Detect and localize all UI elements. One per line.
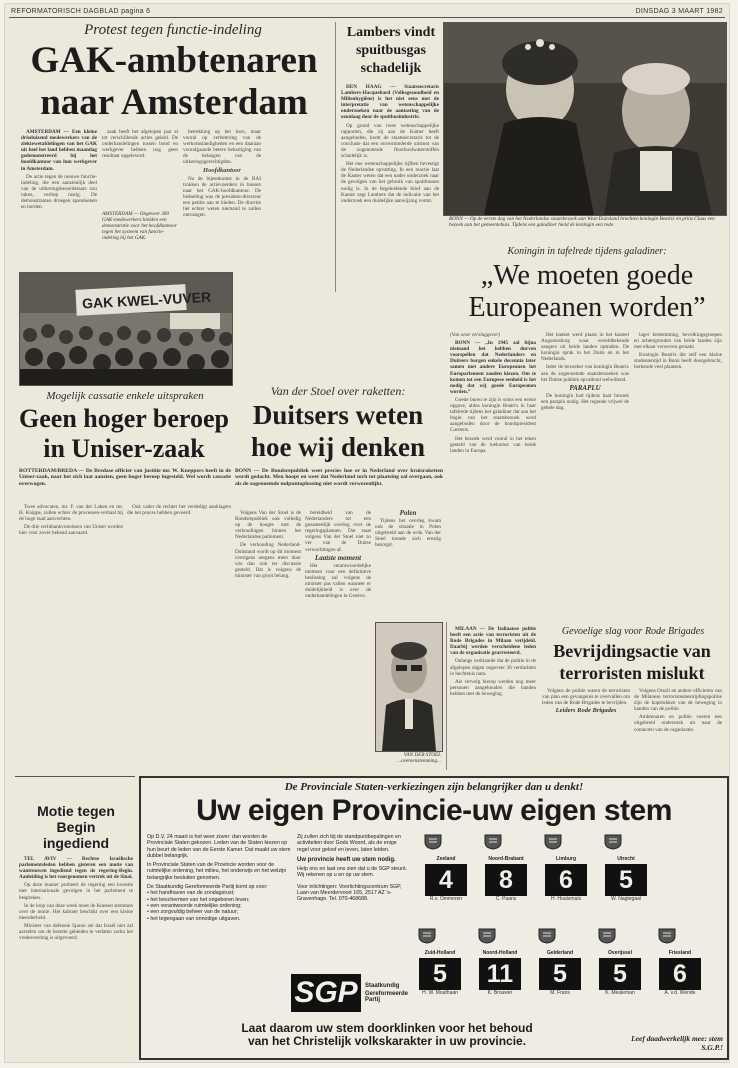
uniser-column-2 [127,504,231,746]
stoel-body-3: bereidheid van de Nederlanders tot een gezamenlijk overleg over de regeringsplannen. Dat staat volgens Van der Stoel niet zo ver van de Duitse verwachtingen af. [305,510,371,553]
milaan-rule [446,622,447,770]
ad-slogan: Leef daadwerkelijk mee: stem S.G.P.! [631,1034,723,1052]
royal-photo-caption: BONN — Op de eerste dag van het Nederlandse staatsbezoek aan West-Duitsland brachten koningin Beatrix en prins Claus een bezoek aan het gemeentehuis. Tijdens een galadiner hield de koningin een rede. [449,216,715,228]
lambers-column [341,84,439,284]
motie-rule [15,776,135,777]
stoel-kicker: Van der Stoel over raketten: [235,384,441,399]
sgp-logo-sub-1: Staatkundig [365,983,400,989]
milaan-body-2: Als vervolg hierop werden nog meer personen aangehouden die banden hebben met de beweging. [450,678,536,697]
page-header-right: DINSDAG 3 MAART 1982 [635,8,723,15]
list-number: 6 [659,958,701,990]
province-ballot [477,928,523,996]
milaan-body-1: Onlangs verklaarde dat de politie in de afgelopen dagen ongeveer 30 verdachten in hechtenis nam. [450,658,536,677]
gak-headline-2: naar Amsterdam [40,82,308,123]
province-name: Limburg [556,856,576,862]
stoel-body-2: De verhouding Nederland-Duitsland wordt op dit moment overigens nergens meer door wie dan ook ter discussie gesteld. Dat is volgens de minister van groot belang. [235,542,301,579]
gak-body-4: Na de bijeenkomst in de RAI trokken de actievoerders in bussen naar het GAK-hoofdkantoor. De bedoeling was de president-directeur een petitie aan te bieden. De directie liet echter weten niemand te zullen ontvangen. [183,175,261,219]
province-ballot [483,834,529,902]
ad-col2-p1: Zij zullen zich bij de standpuntbepalingen en activiteiten door Gods Woord, als de enige regel voor geloof en leven, laten leiden. [297,834,401,853]
ad-top-line: De Provinciale Staten-verkiezingen zijn belangrijker dan u denkt! [284,781,584,793]
list-number: 6 [545,864,587,896]
motie-headline-3: ingediend [42,835,110,851]
province-crest-icon [543,834,563,850]
ad-column-2 [297,834,409,968]
uniser-body-2: De drie rechtbankvonnissen van Uniser worden hier voor zover bekend aanvaard. [19,524,123,537]
sgp-logo-mark: SGP [291,974,361,1012]
royal-body-1: Goede buren te zijn is soms een eerste opgave, aldus koningin Beatrix in haar tafelrede tijdens het galadiner dat aan het begin van het staatsbezoek werd aangeboden door de bondspresident Carstens. [450,396,536,434]
brigades-column-2 [634,688,722,768]
stoel-body-4: Het verantwoordelijke moment voor een definitieve beslissing zal volgens de minister pas vallen wanneer er duidelijkheid is over de onderhandelingen in Genève. [305,562,371,600]
motie-body-3: Minister van defensie Sjaron zei dat Israël niet zal aarzelen om de bezette gebieden te verlaten zodra het vredesverdrag is uitgevoerd. [19,922,133,942]
province-crest-icon [417,928,437,944]
province-crest-icon [423,834,443,850]
stoel-subhead-1: Laatste moment [314,553,362,562]
stoel-photo-caption: VAN DER STOEL ...overeenstemming... [397,752,441,764]
gak-headline-1: GAK-ambtenaren [30,40,318,81]
royal-body-7: Koningin Beatrix die zelf een kleine studententijd in Bonn heeft doorgebracht, herkende veel plaatsen. [634,352,722,371]
ad-bullet: • een zorgvuldig beheer van de natuur; [147,909,239,916]
province-ballot [597,928,643,996]
province-ballot [423,834,469,902]
ad-col1-p3: De Staatkundig Gereformeerde Partij komt op voor: [147,884,268,891]
lambers-body-2: Het ene wetenschappelijke rijfben bevestigt de Nederlandse opvatting. In een reactie laat de Kamer weten dat een nader onderzoek naar de gevolgen van het gebruik van spuitbussen nodig is. In de begeleidende brief aan de Kamer zegt Lambers dat de indicatie van het onderzoek een duidelijke aanwijzing vormt. [341,161,439,204]
list-number: 5 [539,958,581,990]
brigades-subhead: Leiders Rode Brigades [555,707,617,715]
gak-photo-caption: AMSTERDAM — Ongeveer 300 GAK-medewerkers hielden een demonstratie voor het hoofdkantoor tegen het systeem van functie-indeling bij het GAK. [102,211,177,241]
royal-photo [443,22,727,216]
header-rule [9,17,725,18]
candidate-name: M. Frans [550,990,570,996]
province-ballot [657,928,703,996]
royal-column-3 [634,332,722,618]
royal-body-3: Het banket werd plaats in het kasteel Augustusburg waar wereldbekende zangers uit beide landen optraden. De koningin sprak in het Duits en in het Nederlands. [541,332,629,363]
milaan-column [450,626,536,768]
stoel-portrait [375,622,443,752]
sgp-logo-sub-2: Gereformeerde Partij [365,991,409,1003]
candidate-name: H. W. Mouthaan [422,990,458,996]
ad-col1-p1: Op D.V. 24 maart is het weer zover: dan worden de Provinciale Staten gekozen. Leden van de Staten kiezen op hun beurt de leden van de Eerste Kamer. Dat maakt uw stem dubbel belangrijk. [147,834,291,859]
royal-subhead: PARAPLU [569,383,601,392]
royal-column-2 [541,332,629,618]
ad-col2-p2: Help ons en laat ons zien dat u de SGP steunt. Wij rekenen op u en op uw stem. [297,866,408,879]
demonstration-photo [19,272,233,386]
royal-body-4: Ieder de bezoeker van koningin Beatrix aan de zogenoemde staatsbezoeken was het Duitse publiek opvallend welwillend. [541,364,629,383]
lambers-headline-3: schadelijk [360,61,422,76]
candidate-name: H. Houtsmuis [550,896,581,902]
ad-bullet: • het beschermen van het ongeboren leven; [147,896,250,903]
royal-body-2: Het bezoek werd vooral in het teken gesteld van de toekomst van beide landen in Europa. [450,435,536,454]
banner-text: GAK KWEL-VUVER [81,288,212,312]
gak-column-2 [102,129,178,207]
list-number: 5 [419,958,461,990]
uniser-headline-1: Geen hoger beroep [19,404,229,433]
candidate-name: C. Paans [495,896,517,902]
royal-column-1 [450,332,536,618]
sgp-advertisement [139,776,729,1060]
brigades-body-1: Volgens de politie waren de terroristen van plan een gevangenis te overvallen om leden van de Rode Brigades te bevrijden. [542,688,630,707]
brigades-body-2: Volgens Orsoli en andere officieren van de Milanese terroristenbestrijdingspolitie zijn de kopstukken van de beweging in handen van de politie. [634,688,722,713]
gak-body-2: zaak heeft het afgelopen jaar al tot verschillende acties geleid. De onderhandelingen tussen bond en werkgever hebben nog geen resultaat opgeleverd. [102,129,178,160]
stoel-body-1: Volgens Van der Stoel is de Bondsrepubliek ook volledig op de hoogte met de verhoudingen binnen het Nederlandse parlement. [235,510,301,541]
uniser-body-1: Twee advocaten, mr. F. van der Laken en mr. H. Knippe, zullen echter de processen-verbaal bij de hoge raad aanvechten. [19,504,123,523]
ad-column-1 [147,834,291,974]
stoel-column-2 [305,510,371,766]
milaan-lead: MILAAN — De Italiaanse politie heeft een actie van terroristen uit de Rode Brigades in Milaan verijdeld. Daarbij werden verscheidene leden van de organisatie gearresteerd. [450,626,536,657]
royal-headline-2: Europeanen worden” [468,292,706,323]
gak-body-1: De actie tegen de nieuwe functie-indeling, die een aanzienlijk deel van de uitkeringsbeoordelaars zou raken, verliep rustig. De demonstranten droegen spandoeken en borden. [21,173,97,211]
province-name: Noord-Brabant [488,856,524,862]
motie-headline-2: Begin [56,819,96,835]
lambers-headline-2: spuitbusgas [355,43,427,58]
province-ballot [417,928,463,996]
royal-body-5: De koningin had tijdens haar bezoek een paraplu nodig. Het regende vrijwel de gehele dag. [541,392,629,412]
province-name: Utrecht [617,856,635,862]
uniser-body-3: Ook vader de rechter het verdedigt aanklagers die het proces hebben gevoerd. [127,504,231,517]
lambers-headline-1: Lambers vindt [346,25,436,40]
uniser-column-1 [19,504,123,746]
motie-lead: TEL AVIV — Rechtse Israëlische parlementsleden hebben gisteren een motie van wantrouwen ingediend tegen de regering-Begin. Aanleiding is het voorgenomen vertrek uit de Sinaï. [19,856,133,881]
brigades-column-1 [542,688,630,768]
gak-lead: AMSTERDAM — Een kleine drieduizend medewerkers van de ziektewetafdelingen van het GAK uit heel het land hebben maandag gedemonstreerd bij het hoofdkantoor van hun werkgever in Amsterdam. [21,129,97,172]
brigades-kicker: Gevoelige slag voor Rode Brigades [561,626,705,637]
province-ballot [543,834,589,902]
ad-bullet: • het tegengaan van onnodige uitgaven. [147,915,241,922]
province-name: Noord-Holland [482,950,518,956]
motie-body-1: Op deze manier probeert de regering een kwestie met internationale gevolgen in het parlement te bespreken. [19,882,133,901]
royal-byline: (Van onze verslaggever) [450,332,501,338]
brigades-body-3: Ambtenaren en politie voeren een uitgebreid onderzoek uit naar de contacten van de organisatie. [634,714,722,733]
stoel-headline-1: Duitsers weten [252,400,424,430]
candidate-name: R.v. Ommeren [429,896,463,902]
candidate-name: K. Brouwer [487,990,513,996]
brigades-headline-1: Bevrijdingsactie van [553,641,711,661]
gak-column-3 [183,129,261,269]
newspaper-page [4,3,730,1063]
gak-kicker: Protest tegen functie-indeling [84,22,262,38]
column-rule [335,22,336,292]
brigades-headline-2: terroristen mislukt [559,663,705,683]
list-number: 8 [485,864,527,896]
candidate-name: A. v.d. Wende [664,990,696,996]
ad-bullet: • het handhaven van de zondagsrust; [147,890,235,897]
ad-bottom-line-2: van het Christelijk volkskarakter in uw provincie. [247,1034,527,1048]
list-number: 5 [599,958,641,990]
motie-column [19,856,133,1054]
sgp-logo [291,974,417,1016]
ad-bottom-text [147,1022,627,1048]
uniser-kicker: Mogelijk cassatie enkele uitspraken [46,390,204,402]
motie-body-2: In de loop van deze week moet de Knesset stemmen over de motie. Het kabinet beschikt over een kleine meerderheid. [19,902,133,921]
stoel-column-1 [235,510,301,766]
stoel-subhead-2: Polen [399,510,417,517]
royal-photo-image [444,23,726,215]
gak-body-3: betrekking op het loon, maar vooral op verbetering van de werkomstandigheden en een daaraan voorafgaande betere behartiging van de belangen van de uitkeringsgerechtigden. [183,129,261,166]
province-crest-icon [597,928,617,944]
uniser-headline-2: in Uniser-zaak [43,434,205,463]
uniser-lead: ROTTERDAM/BREDA — De Bredase officier van justitie mr. W. Kneppers heeft in de Uniser-zaak, naar het zich laat aanzien, geen hoger beroep ingesteld. Wel wordt cassatie overwogen. [19,468,231,487]
list-number: 11 [479,958,521,990]
province-crest-icon [483,834,503,850]
ad-bullet: • een verantwoorde ruimtelijke ordening; [147,902,242,909]
stoel-portrait-image [376,623,442,751]
demonstration-photo-image [20,273,232,385]
province-name: Gelderland [546,950,574,956]
province-crest-icon [477,928,497,944]
candidate-name: K. Meuleman [605,990,635,996]
province-crest-icon [537,928,557,944]
candidate-name: W. Nagtegaal [610,896,642,902]
ad-bottom-line-1: Laat daarom uw stem doorklinken voor het behoud [241,1021,533,1035]
province-name: Overijssel [608,950,632,956]
list-number: 4 [425,864,467,896]
stoel-lead: BONN — De Bondsrepubliek weet precies hoe er in Nederland over kruisraketten wordt gedacht. Men hoopt en weet dat Nederland toch tot plaatsing zal overgaan, ook als de zogenoemde nulpuntoplossing niet wordt verwezenlijkt. [235,468,443,487]
province-crest-icon [603,834,623,850]
ad-col2-p3: Voor inlichtingen: Voorlichtingscentrum SGP, Laan van Meerdervoort 165, 2517 AZ 's-Gravenhage. Tel. 070-468688. [297,883,402,903]
stoel-headline-2: hoe wij denken [250,432,426,462]
stoel-column-3 [375,510,441,620]
royal-headline-1: „We moeten goede [480,260,694,291]
lambers-lead: DEN HAAG — Staatssecretaris Lambers-Hacquebard (Volksgezondheid en Milieuhygiëne) is het niet eens met de interpretatie van wetenschappelijke onderzoeken naar de aantasting van de ozonlaag door de spuitbusindustrie. [341,84,439,121]
province-name: Friesland [668,950,692,956]
list-number: 5 [605,864,647,896]
province-ballot [603,834,649,902]
royal-body-6: lager bestemming, bevolkingsgroepen en achtergronden van beide landen zijn met elkaar verweven geraakt. [634,332,722,351]
lambers-body-1: Op grond van twee wetenschappelijke rapporten, die zij aan de Kamer heeft aangeboden, komt de staatssecretaris tot de conclusie dat een onverminderde uitstoot van de zogenoemde fluorkoolwaterstoffen schadelijk is. [341,122,439,160]
page-header-left: REFORMATORISCH DAGBLAD pagina 6 [11,8,151,15]
gak-subhead: Hoofdkantoor [203,166,241,174]
motie-headline-1: Motie tegen [37,803,115,819]
royal-kicker: Koningin in tafelrede tijdens galadiner: [507,246,667,257]
royal-lead: BONN — „In 1945 zal bijna niemand het hebben durven voorspellen dat Nederlanders en Duitsers borgen enkele decennia later samen met andere Europeanen het Europarlement zouden kiezen. Om te komen tot een Europese eenheid is het nodig dat wij goede Europeanen worden.” [450,340,536,395]
stoel-body-5: Tijdens het overleg kwam ook de situatie in Polen uitgebreid aan de orde. Van der Stoel toonde zich ernstig bezorgd. [375,518,441,549]
province-name: Zeeland [436,856,456,862]
gak-column-1 [21,129,97,269]
ad-col2-head: Uw provincie heeft uw stem nodig. [297,856,396,863]
ad-headline: Uw eigen Provincie-uw eigen stem [196,794,672,827]
province-ballot [537,928,583,996]
ad-col1-p2: In Provinciale Staten van de Provincie worden voor de ruimtelijke ordening, het milieu, het onderwijs en het welzijn belangrijke besluiten genomen. [147,862,287,881]
province-crest-icon [657,928,677,944]
province-name: Zuid-Holland [424,950,456,956]
ad-bullet-list [147,890,291,921]
